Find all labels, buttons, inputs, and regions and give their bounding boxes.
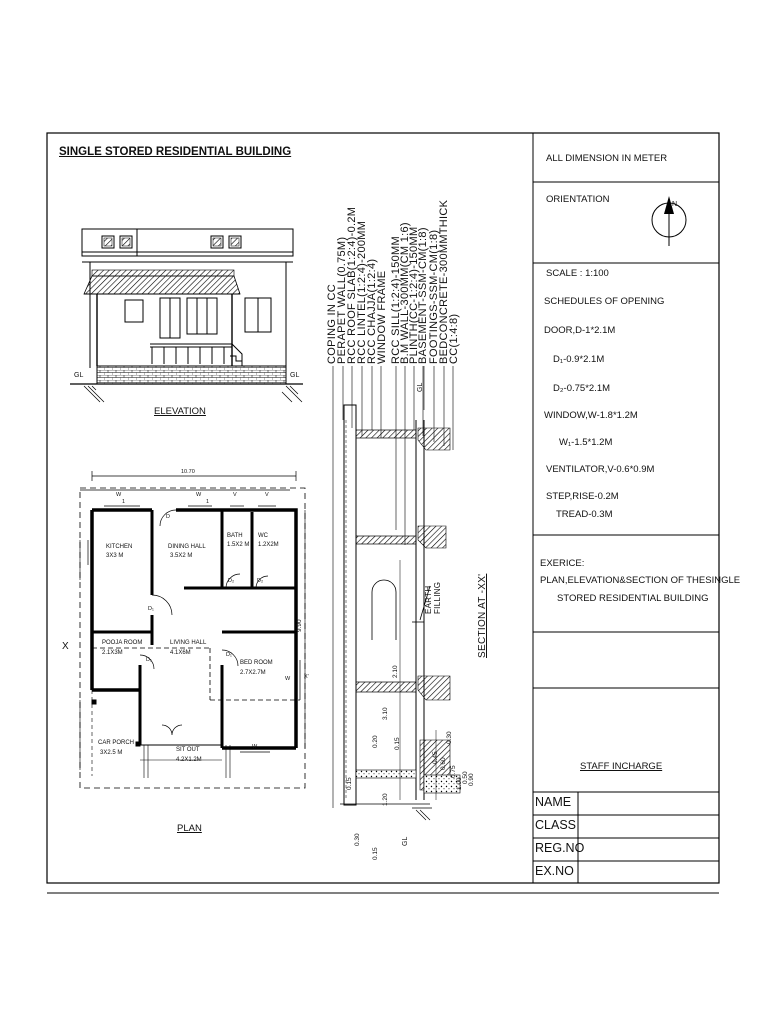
section-mark-x-prime: X'	[304, 674, 309, 680]
schedules-title: SCHEDULES OF OPENING	[544, 296, 665, 307]
ex-no-field-label: EX.NO	[535, 864, 574, 878]
section-dim: 1.20	[382, 793, 389, 806]
section-dim: 1.00	[456, 777, 463, 790]
plan-mark-w: W	[196, 492, 202, 498]
section-dim: 0.45	[432, 751, 439, 764]
room-kitchen-size: 3X3 M	[106, 553, 124, 559]
all-dimension-note: ALL DIMENSION IN METER	[546, 153, 668, 164]
plan-mark-d1: D₁	[148, 606, 154, 612]
section-dim: 0.60	[440, 757, 447, 770]
reg-no-field-label: REG.NO	[535, 841, 585, 855]
scale-label: SCALE : 1:100	[546, 268, 609, 279]
section-callout: BEDCONCRETE-300MMTHICK	[438, 199, 450, 364]
north-arrow	[652, 196, 686, 246]
schedule-item: TREAD-0.3M	[556, 509, 613, 520]
section-callout: COPING IN CC	[326, 284, 338, 364]
elevation-gl-right: GL	[290, 372, 300, 379]
plan-mark-1: 1	[206, 499, 210, 505]
room-dining-size: 3.5X2 M	[170, 553, 193, 559]
room-kitchen-name: KITCHEN	[106, 544, 133, 550]
section-dim: 0.50	[462, 771, 469, 784]
plan-mark-v: V	[233, 492, 237, 498]
elevation-gl-left: GL	[74, 372, 84, 379]
name-field-label: NAME	[535, 795, 572, 809]
section-callout: RCC CHAJJA(1:2:4)	[366, 258, 378, 364]
section-mark-x: X	[62, 641, 69, 652]
section-callout: FOOTINGS-SSM-CM(1:8)	[428, 229, 440, 364]
section-dim: 0.90	[468, 773, 475, 786]
section-dim: 0.30	[446, 731, 453, 744]
room-bath-name: BATH	[227, 533, 243, 539]
plan-mark-d2: D₂	[257, 578, 264, 584]
section-dim: 0.75	[450, 765, 457, 778]
section-dim: 0.20	[372, 735, 379, 748]
elevation-label: ELEVATION	[154, 406, 206, 417]
plan-mark-d2: D₂	[228, 578, 235, 584]
room-sitout-size: 4.2X1.2M	[176, 757, 202, 763]
exercise-title: EXERICE:	[540, 558, 585, 569]
plan-mark-d: D	[166, 514, 170, 520]
room-pooja-size: 2.1X3M	[102, 650, 123, 656]
class-field-label: CLASS	[535, 818, 576, 832]
section-callout: RCC ROOF SLAB(1:2:4)-0.2M	[346, 206, 358, 364]
exercise-line-1: PLAN,ELEVATION&SECTION OF THESINGLE	[540, 575, 741, 586]
orientation-label: ORIENTATION	[546, 194, 610, 205]
plan-overall-width: 10.70	[181, 469, 195, 475]
room-bed-name: BED ROOM	[240, 660, 273, 666]
section-callout: RCC LINTEL(1:2:4)-200MM	[356, 220, 368, 364]
schedule-item: D₂-0.75*2.1M	[553, 383, 611, 394]
section-dim: 0.15	[346, 777, 353, 790]
staff-incharge-label: STAFF INCHARGE	[580, 761, 663, 772]
plan-mark-w: W	[285, 676, 291, 682]
section-label: SECTION AT -XX'	[477, 573, 488, 658]
plan-mark-1: 1	[122, 499, 126, 505]
plan-mark-d1: D₁	[226, 652, 232, 658]
section-callout: B.M WALL-300MM(CM 1:6)	[399, 222, 411, 364]
room-porch-size: 3X2.5 M	[100, 750, 123, 756]
room-sitout-name: SIT OUT	[176, 747, 200, 753]
section-dim: 0.15	[394, 737, 401, 750]
earth-filling-label: EARTH FILLING	[424, 581, 442, 614]
room-pooja-name: POOJA ROOM	[102, 640, 143, 646]
schedule-item: VENTILATOR,V-0.6*0.9M	[546, 464, 655, 475]
plan-mark-w: W	[252, 744, 258, 750]
section-callout: BASEMENT-SSM-CM(1:8)	[417, 227, 429, 364]
room-porch-name: CAR PORCH	[98, 740, 135, 746]
section-callout: PERAPET WALL(0.75M)	[336, 236, 348, 364]
schedule-item: DOOR,D-1*2.1M	[544, 325, 616, 336]
north-label: N	[672, 201, 678, 208]
schedule-item: STEP,RISE-0.2M	[546, 491, 619, 502]
plan-label: PLAN	[177, 823, 202, 834]
schedule-item: W₁-1.5*1.2M	[559, 437, 613, 448]
schedule-item: D₁-0.9*2.1M	[553, 354, 605, 365]
room-wc-name: WC	[258, 533, 268, 539]
section-gl-top: GL	[417, 382, 424, 392]
room-bed-size: 2.7X2.7M	[240, 670, 266, 676]
section-callout: RCC SILL(1:2:4)-150MM	[390, 236, 402, 364]
plan-mark-w: W	[116, 492, 122, 498]
exercise-line-2: STORED RESIDENTIAL BUILDING	[557, 593, 709, 604]
section-callout: WINDOW FRAME	[376, 270, 388, 364]
section-gl-bottom: GL	[402, 836, 409, 846]
plan-overall-depth: 9.90	[296, 619, 303, 632]
plan-mark-v: V	[265, 492, 269, 498]
room-dining-name: DINING HALL	[168, 544, 206, 550]
room-wc-size: 1.2X2M	[258, 542, 279, 548]
elevation-drawing	[70, 229, 303, 402]
section-dim: 0.15	[372, 847, 379, 860]
room-living-size: 4.1X6M	[170, 650, 191, 656]
section-dim: 2.10	[392, 665, 399, 678]
room-bath-size: 1.5X2 M	[227, 542, 250, 548]
schedule-item: WINDOW,W-1.8*1.2M	[544, 410, 638, 421]
section-dim: 0.30	[354, 833, 361, 846]
section-callout: CC(1:4:8)	[448, 313, 460, 364]
room-living-name: LIVING HALL	[170, 640, 207, 646]
drawing-title: SINGLE STORED RESIDENTIAL BUILDING	[59, 146, 292, 158]
plan-mark-d1: D₁	[146, 657, 152, 663]
section-dim: 3.10	[382, 707, 389, 720]
section-callout: PLINTH(CC-1:2:4)-150MM	[408, 226, 420, 364]
